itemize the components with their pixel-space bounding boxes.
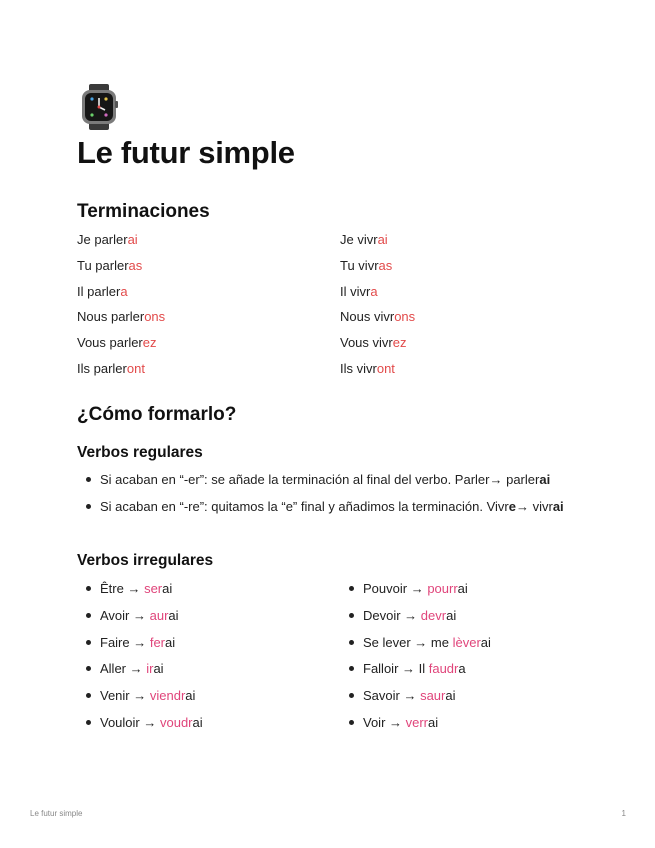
verb-ending: ai <box>428 715 439 730</box>
irregular-verb-item <box>100 686 195 705</box>
conjugation-stem: Vous vivr <box>340 335 393 351</box>
verb-ending: ai <box>165 634 176 650</box>
conjugation-stem: Vous parler <box>77 335 143 351</box>
irregular-verb-item <box>363 713 438 732</box>
irregular-stem: lèver <box>452 634 481 650</box>
conjugation-ending: a <box>120 283 128 299</box>
verb-ending: ai <box>185 688 196 704</box>
conjugation-stem: Tu vivr <box>340 257 379 273</box>
conjugation-ending: ai <box>127 232 138 247</box>
conjugation-ending: ons <box>144 309 166 325</box>
irregular-stem: ser <box>144 581 163 596</box>
conjugation-ending: a <box>370 283 378 299</box>
verb-ending: ai <box>153 661 164 677</box>
irregular-stem: saur <box>420 688 446 704</box>
irregular-verb-item <box>100 633 175 652</box>
verb-infinitive: Devoir → <box>363 607 421 623</box>
conjugation-line <box>340 361 395 376</box>
conjugation-stem: Ils parler <box>77 361 127 376</box>
verb-infinitive: Venir → <box>100 688 150 704</box>
irregular-stem: aur <box>149 607 169 623</box>
conjugation-stem: Il vivr <box>340 283 371 299</box>
irregular-stem: voudr <box>159 715 193 730</box>
verb-infinitive: Falloir → Il <box>363 661 429 677</box>
conjugation-ending: ont <box>126 361 145 376</box>
irregular-verb-item <box>363 686 456 705</box>
verb-infinitive: Avoir → <box>100 607 150 623</box>
verb-ending: a <box>458 661 466 677</box>
conjugation-stem: Ils vivr <box>340 361 377 376</box>
conjugation-stem: Tu parler <box>77 257 129 273</box>
irregular-verb-item <box>363 633 491 652</box>
conjugation-stem: Je vivr <box>340 232 378 247</box>
irregular-verb-item <box>363 659 466 678</box>
conjugation-line <box>340 232 388 247</box>
conjugation-line <box>340 258 392 273</box>
conjugation-line <box>340 309 415 324</box>
conjugation-ending: as <box>378 257 393 273</box>
verbos-regulares-heading: Verbos regulares <box>77 444 203 461</box>
verb-ending: ai <box>192 715 203 730</box>
irregular-verb-item <box>363 606 456 625</box>
conjugation-ending: ont <box>376 361 395 376</box>
irregular-verb-item <box>100 713 203 732</box>
irregular-verb-item <box>363 579 468 598</box>
conjugation-line <box>77 361 145 376</box>
conjugation-stem: Il parler <box>77 283 121 299</box>
irregular-stem: devr <box>420 607 447 623</box>
verb-ending: ai <box>457 581 468 596</box>
regular-rule-er: Si acaban en “-er”: se añade la terminación al final del verbo. Parler→ parlerai <box>100 470 580 489</box>
conjugation-line <box>77 258 142 273</box>
verb-infinitive: Se lever → me <box>363 634 453 650</box>
page-number: 1 <box>621 809 626 818</box>
irregular-stem: viendr <box>149 688 186 704</box>
irregular-stem: faudr <box>428 661 459 677</box>
conjugation-ending: ons <box>394 309 416 325</box>
verbos-irregulares-heading: Verbos irregulares <box>77 552 214 569</box>
irregular-stem: verr <box>405 715 429 730</box>
conjugation-stem: Je parler <box>77 232 128 247</box>
conjugation-ending: ai <box>377 232 388 247</box>
verb-infinitive: Vouloir → <box>100 715 160 730</box>
verb-ending: ai <box>162 581 173 596</box>
conjugation-line <box>77 309 165 324</box>
conjugation-line <box>340 284 378 299</box>
irregular-stem: ir <box>146 661 154 677</box>
conjugation-ending: as <box>128 257 143 273</box>
page-title: Le futur simple <box>77 135 295 170</box>
irregular-verb-item <box>100 579 172 598</box>
footer-title: Le futur simple <box>30 809 83 818</box>
verb-infinitive: Être → <box>100 581 145 596</box>
conjugation-ending: ez <box>392 335 407 351</box>
verb-ending: ai <box>168 607 179 623</box>
verb-ending: ai <box>446 607 457 623</box>
conjugation-stem: Nous vivr <box>340 309 395 325</box>
watch-icon <box>80 84 118 130</box>
verb-infinitive: Faire → <box>100 634 150 650</box>
conjugation-line <box>340 335 406 350</box>
verb-infinitive: Voir → <box>363 715 406 730</box>
terminaciones-heading: Terminaciones <box>77 201 210 222</box>
verb-infinitive: Pouvoir → <box>363 581 428 596</box>
irregular-verb-item <box>100 606 179 625</box>
verb-infinitive: Aller → <box>100 661 147 677</box>
irregular-verb-item <box>100 659 164 678</box>
conjugation-ending: ez <box>142 335 157 351</box>
verb-infinitive: Savoir → <box>363 688 421 704</box>
verb-ending: ai <box>445 688 456 704</box>
conjugation-stem: Nous parler <box>77 309 145 325</box>
irregular-stem: pourr <box>427 581 458 596</box>
irregular-stem: fer <box>149 634 166 650</box>
conjugation-line <box>77 284 128 299</box>
como-formarlo-heading: ¿Cómo formarlo? <box>77 404 237 425</box>
verb-ending: ai <box>480 634 491 650</box>
conjugation-line <box>77 232 138 247</box>
regular-rule-re: Si acaban en “-re”: quitamos la “e” final y añadimos la terminación. Vivre→ vivrai <box>100 497 570 516</box>
conjugation-line <box>77 335 157 350</box>
